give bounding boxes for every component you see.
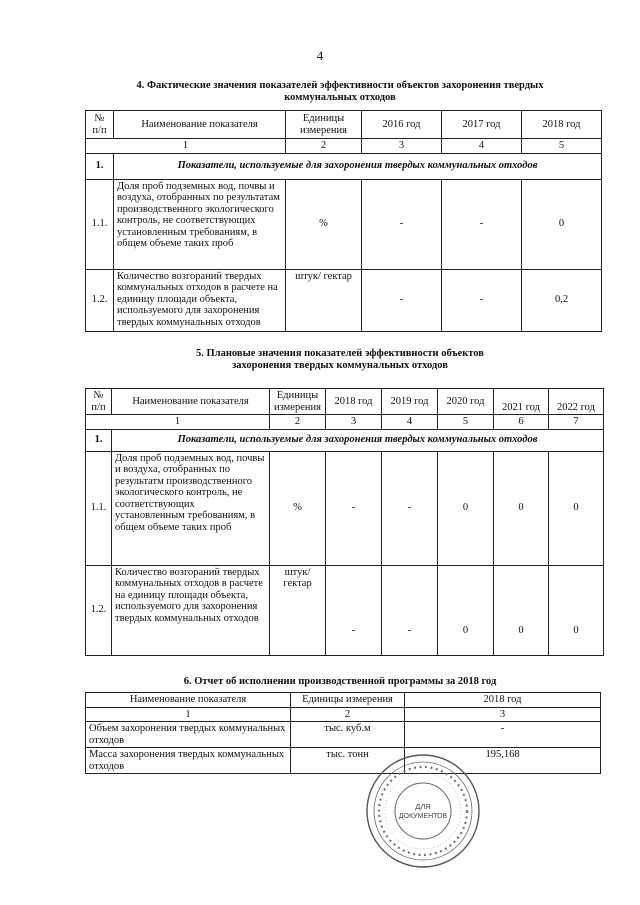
- group-num: 1.: [86, 153, 114, 179]
- row-num: 1.1.: [86, 451, 112, 565]
- row-unit: штук/ гектар: [286, 269, 362, 331]
- group-title: Показатели, используемые для захоронения твердых коммунальных отходов: [112, 429, 604, 451]
- index-row: [86, 707, 601, 722]
- col-name-header: Наименование показателя: [112, 389, 270, 415]
- row-value: 195,168: [405, 748, 601, 774]
- section6-title: 6. Отчет об исполнении производственной программы за 2018 год: [183, 676, 497, 687]
- col-unit-header: Единицы измерения: [270, 389, 326, 415]
- stamp-center-line1: ДЛЯ: [415, 802, 431, 811]
- section6-table: [85, 692, 601, 774]
- row-value: -: [326, 451, 382, 565]
- header-row: [86, 693, 601, 708]
- index-cell: 1: [86, 707, 291, 722]
- row-name: Количество возгораний твердых коммунальных отходов в расчете на единицу площади объекта, используемого для захоронения твердых коммунальных отходов: [112, 565, 270, 655]
- index-cell: 2: [291, 707, 405, 722]
- row-unit: штук/ гектар: [270, 565, 326, 655]
- section4-table: [85, 110, 602, 332]
- table-row: [86, 179, 602, 269]
- col-year3-header: 2018 год: [522, 111, 602, 139]
- row-unit: тыс. куб.м: [291, 722, 405, 748]
- index-cell: 5: [522, 139, 602, 154]
- col-name-header: Наименование показателя: [86, 693, 291, 708]
- row-name: Объем захоронения твердых коммунальных отходов: [86, 722, 291, 748]
- row-value: 0: [549, 451, 604, 565]
- index-cell: 3: [326, 415, 382, 430]
- col-year2-header: 2019 год: [382, 389, 438, 415]
- index-cell: 2: [286, 139, 362, 154]
- section4-title: [80, 80, 600, 104]
- index-cell: 7: [549, 415, 604, 430]
- index-cell: 4: [442, 139, 522, 154]
- index-cell: 3: [405, 707, 601, 722]
- row-name: Масса захоронения твердых коммунальных отходов: [86, 748, 291, 774]
- row-value: -: [362, 269, 442, 331]
- table-row: [86, 269, 602, 331]
- col-unit-header: Единицы измерения: [291, 693, 405, 708]
- col-name-header: Наименование показателя: [114, 111, 286, 139]
- row-num: 1.2.: [86, 269, 114, 331]
- index-cell: 3: [362, 139, 442, 154]
- row-num: 1.2.: [86, 565, 112, 655]
- row-value: -: [382, 451, 438, 565]
- col-num-header: № п/п: [86, 111, 114, 139]
- col-year1-header: 2018 год: [326, 389, 382, 415]
- section5-title: [80, 348, 600, 372]
- col-year1-header: 2018 год: [405, 693, 601, 708]
- group-row: [86, 429, 604, 451]
- row-unit: тыс. тонн: [291, 748, 405, 774]
- page-number: 4: [316, 48, 324, 63]
- row-value: 0: [438, 451, 494, 565]
- index-cell: 5: [438, 415, 494, 430]
- section4-title-line1: 4. Фактические значения показателей эффективности объектов захоронения твердых: [136, 80, 544, 91]
- row-unit: %: [286, 179, 362, 269]
- row-value: -: [362, 179, 442, 269]
- table-row: [86, 451, 604, 565]
- row-value: 0: [494, 451, 549, 565]
- col-year5-header: 2022 год: [549, 389, 604, 415]
- group-row: [86, 153, 602, 179]
- row-value: 0: [438, 565, 494, 655]
- row-value: 0,2: [522, 269, 602, 331]
- row-name: Доля проб подземных вод, почвы и воздуха, отобранных по результатам производственного экологического контроль, не соответствующих установленным требованиям, в общем объеме таких проб: [114, 179, 286, 269]
- row-value: -: [405, 722, 601, 748]
- col-unit-header: Единицы измерения: [286, 111, 362, 139]
- row-value: 0: [549, 565, 604, 655]
- col-year4-header: 2021 год: [494, 389, 549, 415]
- col-year3-header: 2020 год: [438, 389, 494, 415]
- row-value: 0: [494, 565, 549, 655]
- col-num-header: № п/п: [86, 389, 112, 415]
- row-value: -: [326, 565, 382, 655]
- table-row: [86, 565, 604, 655]
- group-title: Показатели, используемые для захоронения твердых коммунальных отходов: [114, 153, 602, 179]
- row-unit: %: [270, 451, 326, 565]
- index-cell: 1: [86, 139, 286, 154]
- official-stamp-icon: [364, 752, 482, 870]
- col-year1-header: 2016 год: [362, 111, 442, 139]
- index-cell: 2: [270, 415, 326, 430]
- header-row: [86, 111, 602, 139]
- row-value: -: [442, 269, 522, 331]
- row-value: -: [442, 179, 522, 269]
- index-row: [86, 415, 604, 430]
- group-num: 1.: [86, 429, 112, 451]
- row-name: Доля проб подземных вод, почвы и воздуха, отобранных по результатм производственного экологического контроль, не соответствующих установленным требованиям, в общем объеме таких проб: [112, 451, 270, 565]
- section5-title-line2: захоронения твердых коммунальных отходов: [232, 360, 448, 371]
- table-row: [86, 722, 601, 748]
- row-name: Количество возгораний твердых коммунальных отходов в расчете на единицу площади объекта, используемого для захоронения твердых коммунальных отходов: [114, 269, 286, 331]
- row-num: 1.1.: [86, 179, 114, 269]
- section5-table: [85, 388, 604, 656]
- stamp-center-line2: ДОКУМЕНТОВ: [398, 813, 448, 820]
- row-value: 0: [522, 179, 602, 269]
- section5-title-line1: 5. Плановые значения показателей эффективности объектов: [196, 348, 484, 359]
- index-row: [86, 139, 602, 154]
- header-row: [86, 389, 604, 415]
- index-cell: 4: [382, 415, 438, 430]
- row-value: -: [382, 565, 438, 655]
- table-row: [86, 748, 601, 774]
- index-cell: 6: [494, 415, 549, 430]
- section4-title-line2: коммунальных отходов: [284, 92, 396, 103]
- col-year2-header: 2017 год: [442, 111, 522, 139]
- index-cell: 1: [86, 415, 270, 430]
